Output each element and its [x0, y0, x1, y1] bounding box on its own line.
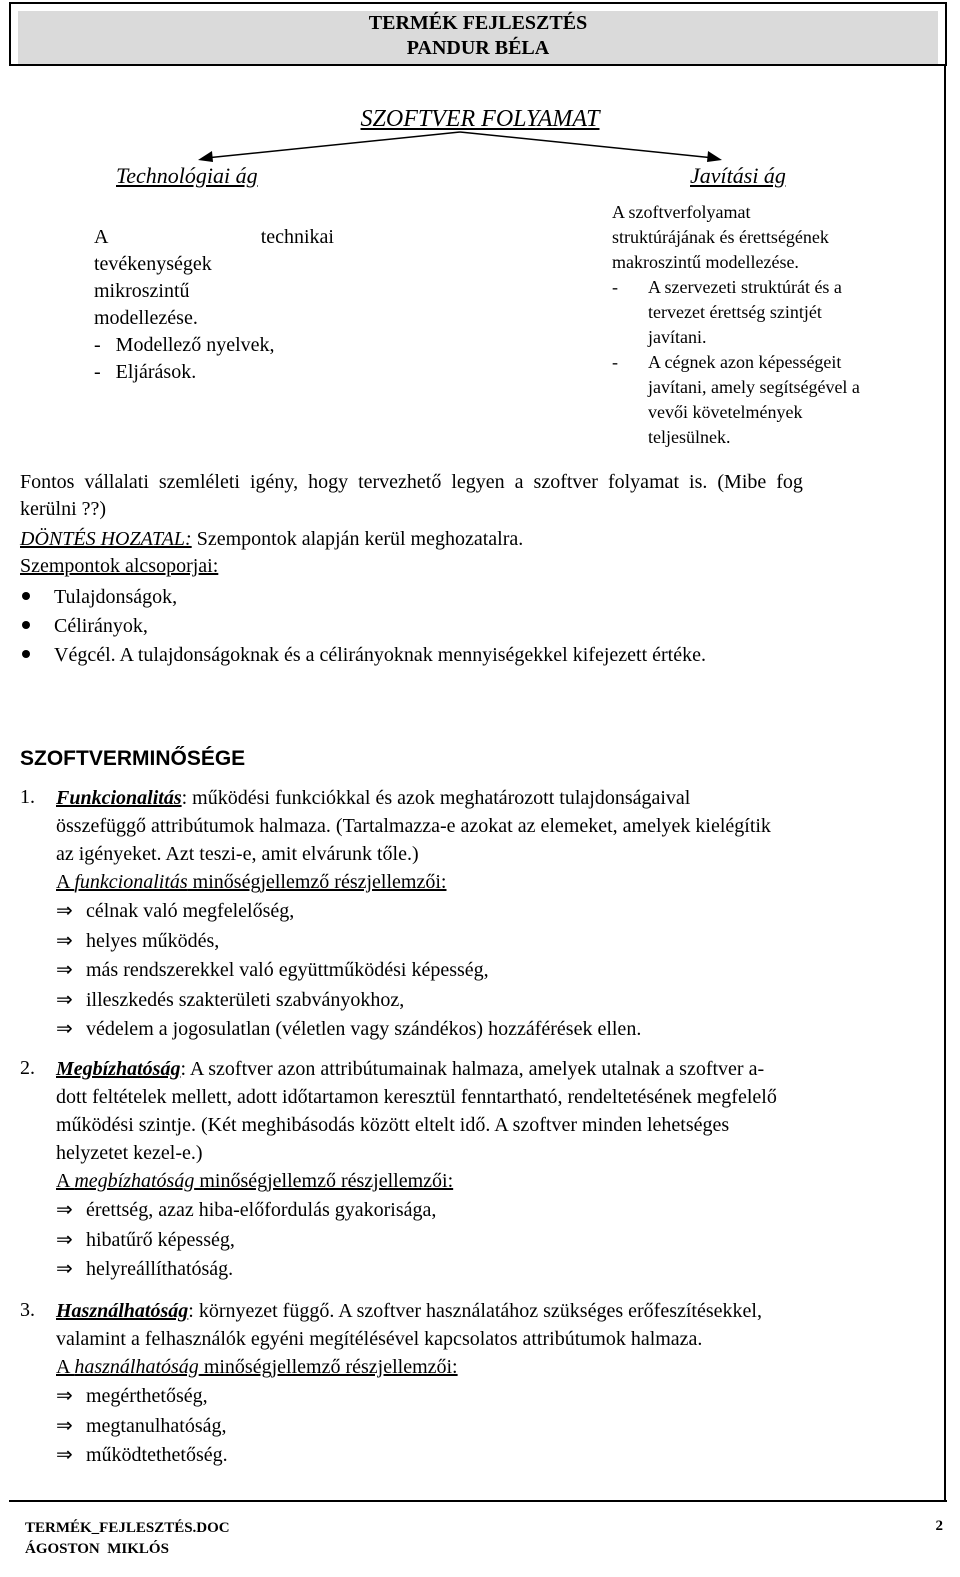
- dash-marker: -: [612, 277, 618, 297]
- right-dash-item-1: [612, 275, 932, 350]
- subchar-heading: [56, 868, 932, 896]
- arrow-list-1: [56, 897, 641, 1045]
- right-dash1-line-b: tervezet érettség szintjét: [648, 302, 822, 322]
- right-branch-label: Javítási ág: [690, 163, 786, 188]
- list-item: [56, 927, 641, 957]
- sub-prefix: A: [56, 871, 75, 893]
- left-line-6: - Eljárások.: [94, 361, 197, 383]
- left-word-a: A: [94, 226, 109, 248]
- page-number: 2: [935, 1518, 943, 1534]
- subgroups-heading: Szempontok alcsoporjai:: [20, 555, 219, 577]
- arrow-item-text: megérthetőség,: [86, 1385, 208, 1407]
- right-dash2-line-a: A cégnek azon képességeit: [648, 352, 842, 372]
- item-number: 3.: [20, 1299, 35, 1321]
- sub-suffix: minőségjellemző részjellemzői:: [194, 1170, 454, 1192]
- implies-arrow-icon: ⇒: [56, 929, 73, 952]
- sub-term: megbízhatóság: [74, 1170, 195, 1192]
- right-branch-text: [612, 200, 932, 450]
- arrow-item-text: érettség, azaz hiba-előfordulás gyakorisága,: [86, 1199, 437, 1221]
- item-term: Használhatóság: [56, 1300, 189, 1322]
- arrow-item-text: helyreállíthatóság.: [86, 1258, 234, 1280]
- footer-filename: TERMÉK_FEJLESZTÉS.DOC: [25, 1520, 230, 1536]
- item-line: dott feltételek mellett, adott időtartamon keresztül fenntartható, rendeltetésének megfelelő: [56, 1086, 777, 1108]
- left-word-technikai: technikai: [260, 226, 334, 248]
- quality-item-megbizhatosag: [56, 1055, 932, 1195]
- left-arrow-line: [206, 132, 460, 158]
- arrow-item-text: megtanulhatóság,: [86, 1414, 227, 1437]
- right-border-rule: [944, 66, 946, 1500]
- implies-arrow-icon: ⇒: [56, 1228, 73, 1251]
- item-line: helyzetet kezel-e.): [56, 1142, 203, 1164]
- implies-arrow-icon: ⇒: [56, 1385, 73, 1407]
- diagram-title: SZOFTVER FOLYAMAT: [360, 106, 600, 132]
- list-item: [20, 641, 706, 670]
- arrow-item-text: illeszkedés szakterületi szabványokhoz,: [86, 988, 405, 1011]
- list-item: [56, 1412, 228, 1442]
- item-line: : A szoftver azon attribútumainak halmaza, amelyek utalnak a szoftver a-: [180, 1058, 765, 1080]
- sub-term: funkcionalitás: [74, 871, 188, 893]
- item-line: működési szintje. (Két meghibásodás között eltelt idő. A szoftver minden lehetséges: [56, 1114, 730, 1136]
- bullet-list: [20, 583, 706, 670]
- branch-arrows: [190, 126, 730, 166]
- header-title: TERMÉK FEJLESZTÉS: [368, 12, 588, 34]
- arrow-item-text: védelem a jogosulatlan (véletlen vagy szándékos) hozzáférések ellen.: [86, 1018, 642, 1040]
- right-line-1: A szoftverfolyamat: [612, 202, 751, 222]
- quality-item-hasznalhatosag: [56, 1297, 932, 1381]
- right-dash2-line-d: teljesülnek.: [648, 427, 731, 447]
- arrow-list-2: [56, 1196, 436, 1285]
- right-dash2-line-c: vevői követelmények: [648, 402, 803, 422]
- section-heading: SZOFTVERMINŐSÉGE: [20, 747, 246, 770]
- right-dash1-line-c: javítani.: [648, 327, 707, 347]
- arrow-list-3: [56, 1382, 228, 1471]
- list-item: [56, 1382, 228, 1412]
- right-arrow-line: [460, 132, 714, 158]
- page-header: [9, 2, 947, 66]
- item-line: az igényeket. Azt teszi-e, amit elvárunk tőle.): [56, 843, 419, 865]
- intro-line-1: Fontos vállalati szemléleti igény, hogy tervezhető legyen a szoftver folyamat is. (Mibe fog: [20, 471, 803, 493]
- arrow-item-text: helyes működés,: [86, 929, 220, 952]
- left-line-4: modellezése.: [94, 307, 198, 329]
- bullet-dot: [22, 621, 30, 629]
- right-line-3: makroszintű modellezése.: [612, 252, 799, 272]
- item-line: összefüggő attribútumok halmaza. (Tartalmazza-e azokat az elemeket, amelyek kielégítik: [56, 815, 771, 837]
- bullet-text: Célirányok,: [54, 615, 148, 637]
- sub-suffix: minőségjellemző részjellemzői:: [198, 1356, 458, 1378]
- bullet-dot: [22, 650, 30, 658]
- left-arrowhead: [198, 151, 213, 162]
- item-term: Megbízhatóság: [56, 1058, 181, 1080]
- left-branch-label: Technológiai ág: [116, 163, 258, 188]
- right-dash1-line-a: A szervezeti struktúrát és a: [648, 277, 842, 297]
- dash-marker: -: [612, 352, 618, 372]
- list-item: [20, 583, 706, 612]
- left-line-3: mikroszintű: [94, 280, 190, 302]
- decision-label: DÖNTÉS HOZATAL:: [20, 528, 192, 550]
- implies-arrow-icon: ⇒: [56, 900, 73, 922]
- right-line-2: struktúrájának és érettségének: [612, 227, 829, 247]
- arrow-item-text: más rendszerekkel való együttműködési képesség,: [86, 959, 489, 981]
- quality-item-funkcionalitas: [56, 784, 932, 896]
- item-term: Funkcionalitás: [56, 787, 182, 809]
- item-line: : működési funkciókkal és azok meghatározott tulajdonságaival: [181, 787, 691, 809]
- right-dash2-line-b: javítani, amely segítségével a: [648, 377, 860, 397]
- implies-arrow-icon: ⇒: [56, 1258, 73, 1280]
- sub-prefix: A: [56, 1170, 75, 1192]
- item-line: valamint a felhasználók egyéni megítélésével kapcsolatos attribútumok halmaza.: [56, 1328, 703, 1350]
- item-line: : környezet függő. A szoftver használatához szükséges erőfeszítésekkel,: [188, 1300, 762, 1322]
- arrow-item-text: működtethetőség.: [86, 1444, 228, 1466]
- left-branch-text: [94, 224, 334, 386]
- list-item: [56, 1441, 228, 1471]
- bullet-dot: [22, 592, 30, 600]
- subchar-heading: [56, 1353, 932, 1381]
- sub-suffix: minőségjellemző részjellemzői:: [187, 871, 447, 893]
- sub-term: használhatóság: [74, 1356, 199, 1378]
- list-item: [56, 1196, 436, 1226]
- left-line-5: - Modellező nyelvek,: [94, 334, 275, 356]
- sub-prefix: A: [56, 1356, 75, 1378]
- left-line-2: tevékenységek: [94, 253, 212, 275]
- page-footer: [9, 1500, 947, 1566]
- footer-author: ÁGOSTON MIKLÓS: [25, 1541, 169, 1557]
- implies-arrow-icon: ⇒: [56, 1199, 73, 1221]
- list-item: [56, 956, 641, 986]
- list-item: [56, 986, 641, 1016]
- subchar-heading: [56, 1167, 932, 1195]
- footer-left: [25, 1518, 935, 1560]
- implies-arrow-icon: ⇒: [56, 1018, 73, 1040]
- implies-arrow-icon: ⇒: [56, 988, 73, 1011]
- implies-arrow-icon: ⇒: [56, 1444, 73, 1466]
- implies-arrow-icon: ⇒: [56, 1414, 73, 1437]
- intro-line-2: kerülni ??): [20, 498, 107, 520]
- arrow-item-text: hibatűrő képesség,: [86, 1228, 235, 1251]
- decision-line: [20, 526, 940, 553]
- intro-paragraph: [20, 469, 940, 523]
- list-item: [56, 1255, 436, 1285]
- list-item: [56, 1015, 641, 1045]
- list-item: [56, 1226, 436, 1256]
- list-item: [56, 897, 641, 927]
- right-dash-item-2: [612, 350, 932, 450]
- decision-text: Szempontok alapján kerül meghozatalra.: [191, 528, 524, 550]
- list-item: [20, 612, 706, 641]
- right-arrowhead: [707, 151, 722, 162]
- bullet-text: Végcél. A tulajdonságoknak és a célirányoknak mennyiségekkel kifejezett értéke.: [54, 644, 706, 666]
- header-shaded: [18, 11, 938, 64]
- left-line-1: [94, 224, 334, 251]
- item-number: 1.: [20, 786, 35, 808]
- header-author: PANDUR BÉLA: [406, 37, 550, 59]
- bullet-text: Tulajdonságok,: [54, 586, 178, 608]
- implies-arrow-icon: ⇒: [56, 959, 73, 981]
- arrow-item-text: célnak való megfelelőség,: [86, 900, 295, 922]
- item-number: 2.: [20, 1057, 35, 1079]
